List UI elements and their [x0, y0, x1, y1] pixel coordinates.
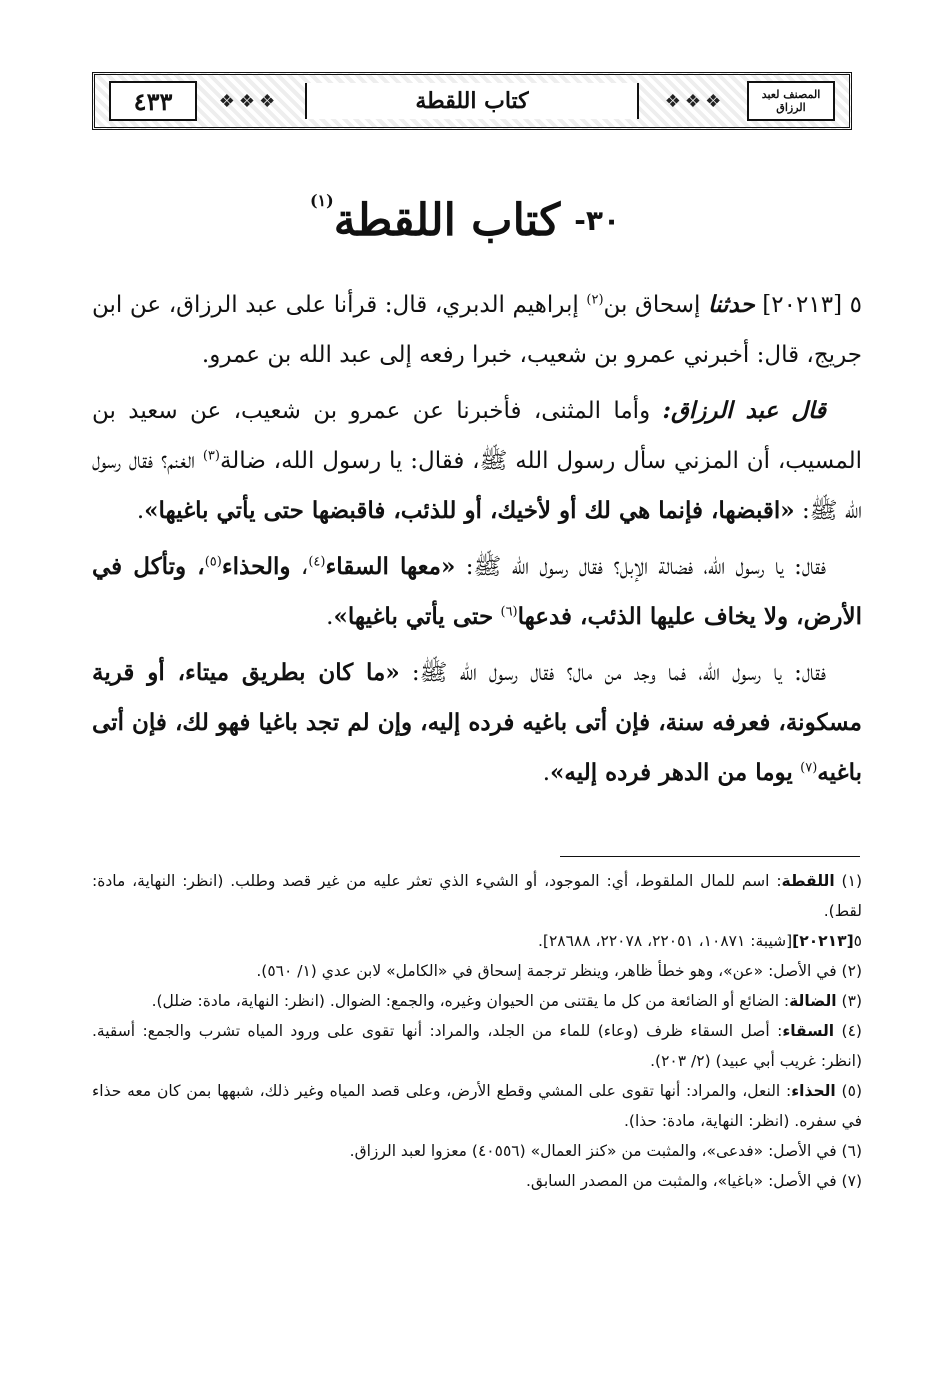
footnote-ref: (٢) [586, 292, 604, 308]
footnote-item: (٤) السقاء: أصل السقاء ظرف (وعاء) للماء من الجلد، والمراد: أنها تقوى على ورود المياه تشرب والجمع: أسقية. (انظر: غريب أبي عبيد) (٢/ ٢٠٣). [92, 1022, 862, 1070]
footnotes [92, 866, 862, 1196]
footnote-ref: (٥) [204, 554, 222, 570]
hadith-paragraph: فقال: يا رسول الله، فضالة الإبل؟ فقال رسول الله ﷺ: «معها السقاء$^{(٤)}$، والحذاء$^{(٥)}$، وتأكل في الأرض، ولا يخاف عليها الذئب، فدعها$^{(٦)}$ حتى يأتي باغيها». [92, 553, 862, 630]
footnote-ref: (١) [309, 190, 334, 210]
footnote-divider [560, 856, 860, 857]
footnote-ref: (٧) [800, 760, 818, 776]
ornament-icon: ❖❖❖ [218, 90, 280, 112]
prophetic-quote: «اقبضها، فإنما هي لك أو لأخيك، أو للذئب، فاقبضها حتى يأتي باغيها» [144, 497, 795, 524]
hadith-paragraph: فقال: يا رسول الله، فما وجد من مال؟ فقال رسول الله ﷺ: «ما كان بطريق ميتاء، أو قرية مسكونة، فعرفه سنة، فإن أتى باغيه فرده إليه، وإن لم تجد باغيا فهو لك، فإن أتى باغيه$^{(٧)}$ يوما من الدهر فرده إليه». [92, 659, 862, 786]
footnote-item: (٧) في الأصل: «باغيا»، والمثبت من المصدر السابق. [525, 1172, 862, 1190]
hadith-paragraph: ٥ [٢٠٢١٣] حدثنا إسحاق بن$^{(٢)}$ إبراهيم الدبري، قال: قرأنا على عبد الرزاق، عن ابن جريج، قال: أخبرني عمرو بن شعيب، خبرا رفعه إلى عبد الله بن عمرو. [92, 291, 863, 368]
footnote-item: (١) اللقطة: اسم للمال الملقوط، أي: الموجود، أو الشيء الذي تعثر عليه من غير قصد وطلب. (انظر: النهاية، مادة: لقط). [92, 872, 862, 920]
running-title: كتاب اللقطة [305, 83, 639, 119]
book-logo: المصنف لعبد الرزاق [747, 81, 835, 121]
main-text [92, 280, 862, 804]
footnote-item: (٦) في الأصل: «فدعى»، والمثبت من «كنز العمال» (٤٠٥٥٦) معزوا لعبد الرزاق. [349, 1142, 862, 1160]
ornament-icon: ❖❖❖ [664, 90, 726, 112]
footnote-ref: (٦) [500, 604, 518, 620]
chapter-heading [0, 180, 930, 260]
chapter-number: ٣٠- [574, 203, 621, 237]
page-number: ٤٣٣ [109, 81, 197, 121]
footnote-item: (٢) في الأصل: «عن»، وهو خطأ ظاهر، وينظر ترجمة إسحاق في «الكامل» لابن عدي (١/ ٥٦٠). [256, 962, 862, 980]
running-header [92, 72, 852, 130]
footnote-ref: (٣) [202, 448, 220, 464]
hadith-paragraph: قال عبد الرزاق: وأما المثنى، فأخبرنا عن عمرو بن شعيب، عن سعيد بن المسيب، أن المزني سأل رسول الله ﷺ، فقال: يا رسول الله، ضالة$^{(٣)}$ الغنم؟ فقال رسول الله ﷺ: «اقبضها، فإنما هي لك أو لأخيك، أو للذئب، فاقبضها حتى يأتي باغيها». [92, 397, 863, 524]
hadith-marker: ٥ [849, 292, 863, 318]
footnote-ref: (٤) [308, 554, 326, 570]
footnote-item: ٥[٢٠٢١٣][شيبة: ١٠٨٧١، ٢٢٠٥١، ٢٢٠٧٨، ٢٨٦٨٨]. [537, 932, 862, 950]
footnote-item: (٣) الضالة: الضائع أو الضائعة من كل ما يقتنى من الحيوان وغيره، والجمع: الضوال. (انظر: النهاية، مادة: ضلل). [151, 992, 862, 1010]
footnote-item: (٥) الحذاء: النعل، والمراد: أنها تقوى على المشي وقطع الأرض، وعلى قصد المياه وغير ذلك، شبهها بمن كان معه حذاء في سفره. (انظر: النهاية، مادة: حذا). [92, 1082, 862, 1130]
chapter-title: كتاب اللقطة$^{(١)}$ [309, 190, 561, 246]
hadith-number: [٢٠٢١٣] [762, 292, 843, 318]
